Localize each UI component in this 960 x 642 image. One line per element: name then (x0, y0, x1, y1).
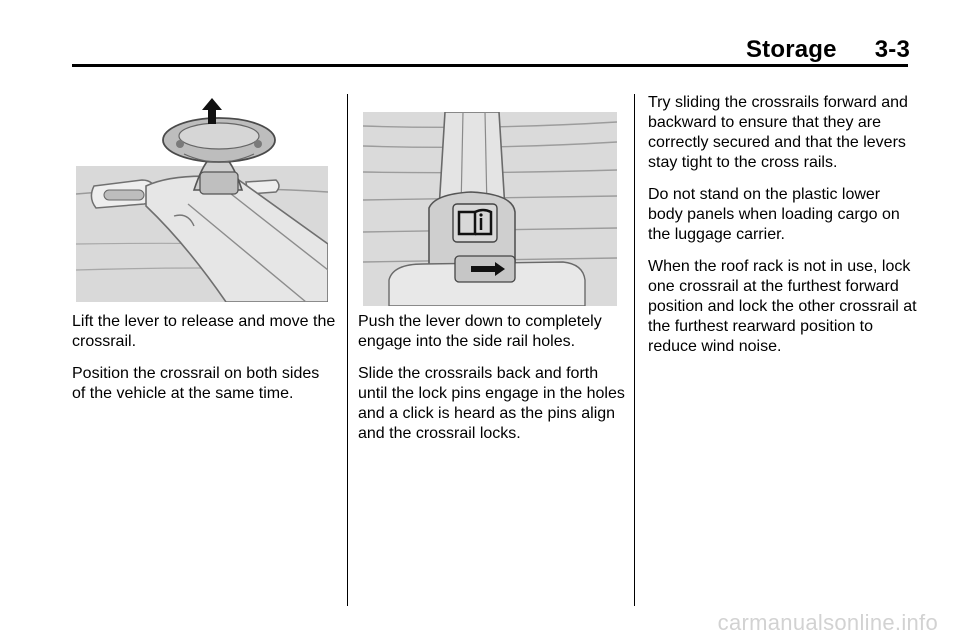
paragraph: Try sliding the crossrails forward and backward to ensure that they are correctly secured and that the levers stay tight to the cross rails. (648, 94, 908, 171)
paragraph: When the roof rack is not in use, lock one crossrail at the furthest forward position and lock the other crossrail at the furthest rearward position to reduce wind noise. (648, 258, 917, 355)
page-number: 3-3 (874, 36, 910, 63)
paragraph: Position the crossrail on both sides of the vehicle at the same time. (72, 365, 320, 402)
crossrail-lever-lift-illustration (76, 94, 328, 302)
paragraph: Slide the crossrails back and forth until the lock pins engage in the holes and a click is heard as the pins align and the crossrail locks. (358, 365, 625, 442)
column-divider-1 (347, 94, 348, 606)
crossrail-lever-lock-illustration (363, 112, 617, 306)
column-divider-2 (634, 94, 635, 606)
section-title: Storage (745, 36, 837, 63)
paragraph: Push the lever down to completely engage into the side rail holes. (358, 313, 602, 350)
watermark: carmanualsonline.info (717, 610, 938, 635)
text-column-1 (72, 312, 336, 416)
page-header (746, 36, 910, 64)
text-column-2 (358, 312, 628, 456)
text-column-3 (648, 93, 918, 369)
header-rule (72, 64, 908, 67)
paragraph: Do not stand on the plastic lower body panels when loading cargo on the luggage carrier. (648, 186, 900, 243)
paragraph: Lift the lever to release and move the crossrail. (72, 313, 336, 350)
